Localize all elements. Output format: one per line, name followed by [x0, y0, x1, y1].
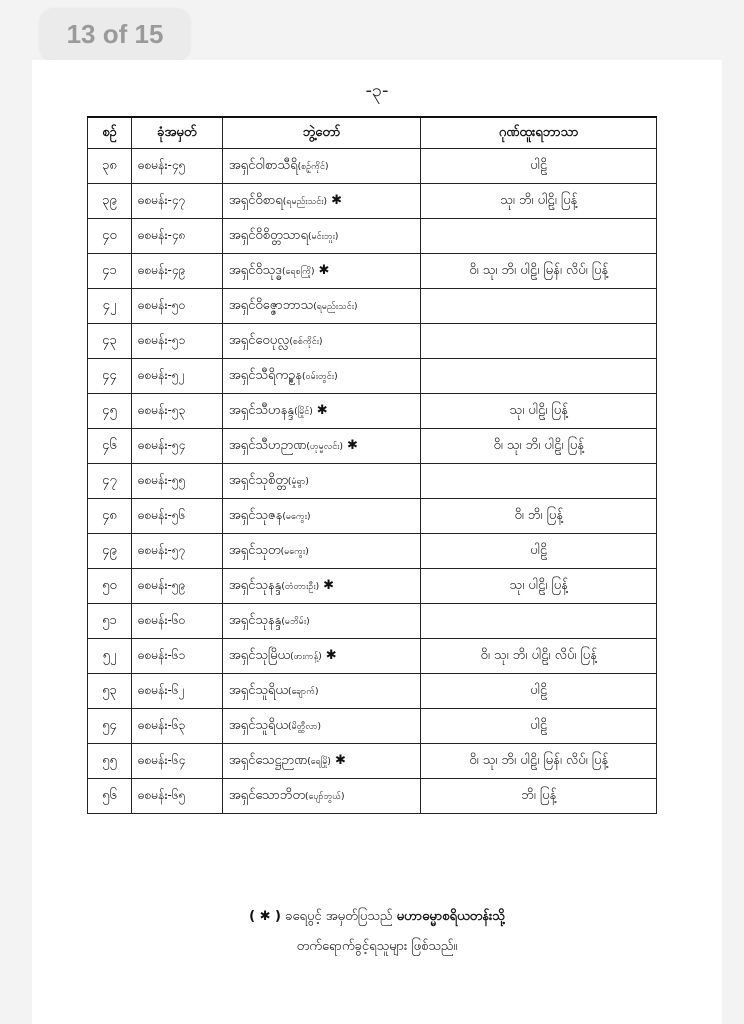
monk-name: အရှင်သူရိယ: [228, 717, 288, 733]
table-row: [88, 604, 657, 639]
monk-location: (ရမည်းသင်း): [282, 196, 328, 207]
monk-location: (တံတားဦး): [281, 581, 320, 592]
monk-name: အရှင်သေဋ္ဌဉာဏ: [228, 752, 308, 768]
star-icon: ✱: [316, 402, 328, 418]
header-distinction-subjects: ဂုဏ်ထူးရဘာသာ: [421, 117, 657, 149]
title-cell: [222, 254, 421, 289]
title-cell: [222, 569, 421, 604]
monk-name: အရှင်သီဟနန္ဒ: [228, 402, 295, 418]
serial-cell: ၄၇: [88, 464, 132, 499]
distinction-cell: ဝိ၊ သု၊ ဘိ၊ ပါဠိ၊ မြန်၊ လိပ်၊ ပြန့်: [421, 744, 657, 779]
distinction-cell: ဝိ၊ သု၊ ဘိ၊ ပါဠိ၊ မြန်၊ လိပ်၊ ပြန့်: [421, 254, 657, 289]
serial-cell: ၄၆: [88, 429, 132, 464]
title-cell: [222, 219, 421, 254]
distinction-cell: [421, 289, 657, 324]
distinction-cell: [421, 359, 657, 394]
title-cell: [222, 639, 421, 674]
star-icon: ✱: [325, 647, 337, 663]
monk-name: အရှင်သုတ: [228, 542, 281, 558]
monk-location: (ဟုမ္မလင်း): [306, 441, 343, 452]
serial-cell: ၅၂: [88, 639, 132, 674]
monk-name: အရှင်သီဟဉာဏ: [228, 437, 307, 453]
monk-location: (မှုံရွာ): [287, 476, 309, 487]
table-row: [88, 394, 657, 429]
title-cell: [222, 429, 421, 464]
title-cell: [222, 779, 421, 814]
monk-location: (မိတ္ထီလာ): [288, 721, 322, 732]
distinction-cell: သု၊ ဘိ၊ ပါဠိ၊ ပြန့်: [421, 184, 657, 219]
title-cell: [222, 394, 421, 429]
table-row: [88, 779, 657, 814]
monk-name: အရှင်သုမြိယ: [228, 647, 291, 663]
monk-name: အရှင်ဝိသုဒ္ဓ: [228, 262, 282, 278]
serial-cell: ၅၃: [88, 674, 132, 709]
serial-cell: ၄၀: [88, 219, 132, 254]
seat-number-cell: ဓစမန်း-၅၇: [131, 534, 222, 569]
footnote-line-2: တက်ရောက်ခွင့်ရသူများ ဖြစ်သည်။: [296, 939, 458, 954]
monk-location: (မကွေး): [280, 546, 309, 557]
serial-cell: ၄၈: [88, 499, 132, 534]
monk-name: အရှင်သုနန္ဒ: [228, 612, 282, 628]
seat-number-cell: ဓစမန်း-၅၉: [131, 569, 222, 604]
seat-number-cell: ဓစမန်း-၄၇: [131, 184, 222, 219]
table-row: [88, 359, 657, 394]
table-row: [88, 674, 657, 709]
monk-name: အရှင်သောဘိတ: [228, 787, 305, 803]
table-row: [88, 499, 657, 534]
monk-name: အရှင်သူရိယ: [228, 682, 288, 698]
title-cell: [222, 604, 421, 639]
footnote-line-1: [32, 902, 722, 932]
seat-number-cell: ဓစမန်း-၅၂: [131, 359, 222, 394]
distinction-cell: ဘိ၊ ပြန့်: [421, 779, 657, 814]
monk-name: အရှင်ဝေပုလ္လ: [228, 332, 290, 348]
serial-cell: ၄၅: [88, 394, 132, 429]
header-seat-number: ခုံအမှတ်: [131, 117, 222, 149]
star-icon: ✱: [323, 577, 335, 593]
table-row: [88, 639, 657, 674]
table-row: [88, 534, 657, 569]
title-cell: [222, 289, 421, 324]
serial-cell: ၅၀: [88, 569, 132, 604]
monk-location: (မင်းဘူး): [308, 231, 339, 242]
table-row: [88, 709, 657, 744]
page-counter: 13 of 15: [40, 8, 190, 60]
monk-name: အရှင်သုစိတ္တ: [228, 472, 288, 488]
serial-cell: ၄၄: [88, 359, 132, 394]
monk-location: (ဖားကန့်): [290, 651, 322, 662]
distinction-cell: [421, 464, 657, 499]
serial-cell: ၅၆: [88, 779, 132, 814]
table-row: [88, 464, 657, 499]
seat-number-cell: ဓစမန်း-၅၁: [131, 324, 222, 359]
star-icon: ✱: [334, 752, 346, 768]
seat-number-cell: ဓစမန်း-၅၅: [131, 464, 222, 499]
header-title: ဘွဲ့တော်: [222, 117, 421, 149]
serial-cell: ၅၁: [88, 604, 132, 639]
footnote-text-1: ခရေပွင့် အမှတ်ပြသည်: [285, 909, 397, 924]
monk-name: အရှင်သုဇန: [228, 507, 283, 523]
monk-location: (မကွေး): [282, 511, 311, 522]
table-row: [88, 149, 657, 184]
document-page: [32, 60, 722, 1024]
table-row: [88, 289, 657, 324]
monk-location: (မဘိမ်း): [281, 616, 310, 627]
title-cell: [222, 744, 421, 779]
table-row: [88, 569, 657, 604]
distinction-cell: ပါဠိ: [421, 674, 657, 709]
table-row: [88, 324, 657, 359]
distinction-cell: ပါဠိ: [421, 149, 657, 184]
star-icon: ✱: [318, 262, 330, 278]
title-cell: [222, 674, 421, 709]
seat-number-cell: ဓစမန်း-၅၃: [131, 394, 222, 429]
table-row: [88, 429, 657, 464]
monk-name: အရှင်ဝိဇ္ဇောဘာသ: [228, 297, 314, 313]
title-cell: [222, 324, 421, 359]
distinction-cell: ပါဠိ: [421, 709, 657, 744]
monk-location: (ချောက်): [288, 686, 319, 697]
table-row: [88, 219, 657, 254]
monk-name: အရှင်ဝါစာသီရိ: [228, 157, 298, 173]
seat-number-cell: ဓစမန်း-၆၁: [131, 639, 222, 674]
seat-number-cell: ဓစမန်း-၅၀: [131, 289, 222, 324]
star-icon: ✱: [331, 192, 342, 208]
distinction-cell: ဝိ၊ သု၊ ဘိ၊ ပါဠိ၊ လိပ်၊ ပြန့်: [421, 639, 657, 674]
monk-name: အရှင်ဝိစာရ: [228, 192, 283, 208]
distinction-cell: သု၊ ပါဠိ၊ ပြန့်: [421, 394, 657, 429]
distinction-cell: ဝိ၊ ဘိ၊ ပြန့်: [421, 499, 657, 534]
monk-location: (စစ်ကိုင်း): [289, 336, 323, 347]
seat-number-cell: ဓစမန်း-၆၂: [131, 674, 222, 709]
seat-number-cell: ဓစမန်း-၄၈: [131, 219, 222, 254]
serial-cell: ၄၁: [88, 254, 132, 289]
star-icon: ✱: [347, 437, 358, 453]
title-cell: [222, 534, 421, 569]
title-cell: [222, 709, 421, 744]
serial-cell: ၃၈: [88, 149, 132, 184]
seat-number-cell: ဓစမန်း-၆၃: [131, 709, 222, 744]
title-cell: [222, 359, 421, 394]
monk-location: (ရမည်းသင်း): [313, 301, 358, 312]
seat-number-cell: ဓစမန်း-၆၄: [131, 744, 222, 779]
distinction-cell: [421, 604, 657, 639]
title-cell: [222, 149, 421, 184]
monk-name: အရှင်သီရိကဥ္စန: [228, 367, 303, 383]
serial-cell: ၅၄: [88, 709, 132, 744]
seat-number-cell: ဓစမန်း-၅၄: [131, 429, 222, 464]
monk-location: (မြိုင်): [294, 406, 313, 417]
table-row: [88, 254, 657, 289]
distinction-cell: [421, 324, 657, 359]
monk-location: (ရေစကြို): [282, 266, 315, 277]
serial-cell: ၄၂: [88, 289, 132, 324]
seat-number-cell: ဓစမန်း-၆၀: [131, 604, 222, 639]
monk-location: (စဉ့်ကိုင်): [297, 161, 329, 172]
distinction-cell: [421, 219, 657, 254]
monk-location: (ပျော်ဘွယ်): [304, 791, 345, 802]
serial-cell: ၄၃: [88, 324, 132, 359]
table-body: [88, 149, 657, 814]
serial-cell: ၄၉: [88, 534, 132, 569]
monk-location: (ရေမြို): [307, 756, 331, 767]
results-table: [87, 116, 657, 814]
monk-location: (ဝမ်းတွင်း): [302, 371, 338, 382]
seat-number-cell: ဓစမန်း-၄၉: [131, 254, 222, 289]
title-cell: [222, 184, 421, 219]
distinction-cell: ပါဠိ: [421, 534, 657, 569]
distinction-cell: သု၊ ပါဠိ၊ ပြန့်: [421, 569, 657, 604]
distinction-cell: ဝိ၊ သု၊ ဘိ၊ ပါဠိ၊ ပြန့်: [421, 429, 657, 464]
footnote-course-name: မဟာဓမ္မာစရိယတန်းသို့: [396, 909, 505, 924]
seat-number-cell: ဓစမန်း-၄၅: [131, 149, 222, 184]
title-cell: [222, 464, 421, 499]
page-number: -၃-: [365, 80, 389, 101]
footnote: [32, 902, 722, 962]
star-marker: ( ✱ ): [249, 909, 281, 924]
title-cell: [222, 499, 421, 534]
seat-number-cell: ဓစမန်း-၆၅: [131, 779, 222, 814]
table-header-row: [88, 117, 657, 149]
seat-number-cell: ဓစမန်း-၅၆: [131, 499, 222, 534]
serial-cell: ၅၅: [88, 744, 132, 779]
monk-name: အရှင်သုနန္ဒ: [228, 577, 282, 593]
header-serial: စဉ်: [88, 117, 132, 149]
table-row: [88, 744, 657, 779]
table-row: [88, 184, 657, 219]
serial-cell: ၃၉: [88, 184, 132, 219]
monk-name: အရှင်ဝိစိတ္တသာရ: [228, 227, 308, 243]
